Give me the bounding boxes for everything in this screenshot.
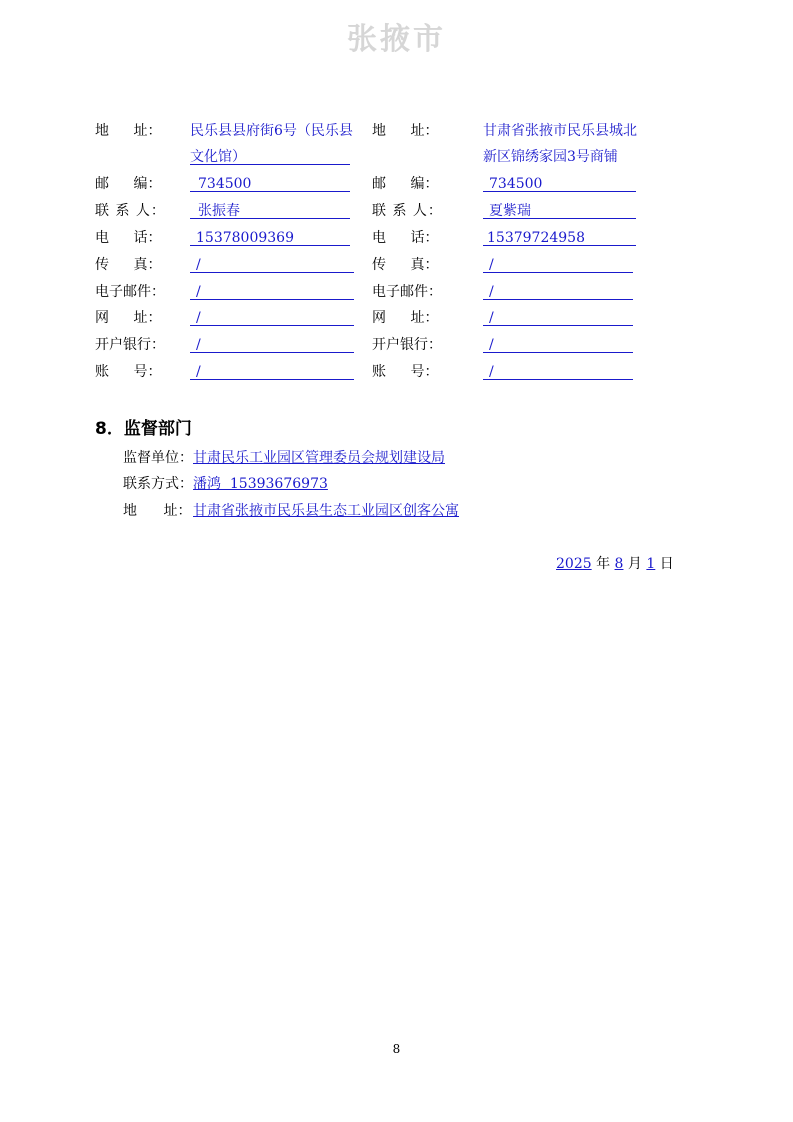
right-address-line1: 甘肃省张掖市民乐县城北 [483,123,637,139]
left-bank-label: 开户银行： [95,337,165,353]
right-contact-value: 夏紫瑞 [489,203,531,219]
left-account-label: 账 号： [95,364,162,380]
right-phone-value: 15379724958 [487,230,585,246]
right-website-label: 网 址： [372,310,439,326]
right-email-underline [483,299,633,300]
left-address-line2: 文化馆） [190,149,246,165]
left-bank-value: / [196,337,201,353]
right-fax-value: / [489,257,494,273]
left-website-label: 网 址： [95,310,162,326]
right-fax-label: 传 真： [372,257,439,273]
left-email-value: / [196,284,201,300]
date-day: 1 [646,556,656,572]
left-website-underline [190,325,354,326]
right-account-underline [483,379,633,380]
date-day-unit: 日 [659,556,674,572]
right-website-value: / [489,310,494,326]
supervision-contact-label: 联系方式： [123,476,193,492]
left-postcode-label: 邮 编： [95,176,162,192]
left-contact-label: 联 系 人： [95,203,166,219]
right-bank-label: 开户银行： [372,337,442,353]
right-contact-underline [483,218,636,219]
date-month-unit: 月 [627,556,642,572]
left-website-value: / [196,310,201,326]
left-phone-value: 15378009369 [196,230,294,246]
right-address-line2: 新区锦绣家园3号商铺 [483,149,618,165]
left-fax-underline [190,272,354,273]
left-address-label: 地 址： [95,123,162,139]
left-fax-value: / [196,257,201,273]
date-month: 8 [614,556,624,572]
watermark: 张掖市 [347,22,446,57]
right-phone-underline [483,245,636,246]
right-account-label: 账 号： [372,364,439,380]
right-email-value: / [489,284,494,300]
left-postcode-value: 734500 [198,176,252,192]
supervision-contact-value: 潘鸿 15393676973 [193,476,328,492]
date-line [556,555,674,573]
left-email-underline [190,299,354,300]
right-postcode-underline [483,191,636,192]
right-bank-underline [483,352,633,353]
section-8-heading: 8．监督部门 [95,419,192,439]
left-postcode-underline [190,191,350,192]
right-postcode-value: 734500 [489,176,543,192]
supervision-address-label: 地 址： [123,503,192,519]
page-number: 8 [392,1042,401,1056]
left-bank-underline [190,352,354,353]
left-phone-label: 电 话： [95,230,162,246]
date-year: 2025 [556,556,592,572]
left-contact-underline [190,218,350,219]
right-bank-value: / [489,337,494,353]
left-fax-label: 传 真： [95,257,162,273]
supervision-unit-label: 监督单位： [123,450,193,466]
supervision-unit-value: 甘肃民乐工业园区管理委员会规划建设局 [193,450,445,466]
right-account-value: / [489,364,494,380]
right-fax-underline [483,272,633,273]
left-contact-value: 张振春 [198,203,240,219]
right-postcode-label: 邮 编： [372,176,439,192]
right-contact-label: 联 系 人： [372,203,443,219]
left-phone-underline [190,245,350,246]
left-email-label: 电子邮件： [95,284,165,300]
right-address-label: 地 址： [372,123,439,139]
supervision-address-value: 甘肃省张掖市民乐县生态工业园区创客公寓 [193,503,459,519]
left-account-value: / [196,364,201,380]
right-website-underline [483,325,633,326]
left-account-underline [190,379,354,380]
right-phone-label: 电 话： [372,230,439,246]
left-address-line1: 民乐县县府街6号（民乐县 [190,123,353,139]
date-year-unit: 年 [596,556,611,572]
right-email-label: 电子邮件： [372,284,442,300]
left-address-underline [190,164,350,165]
